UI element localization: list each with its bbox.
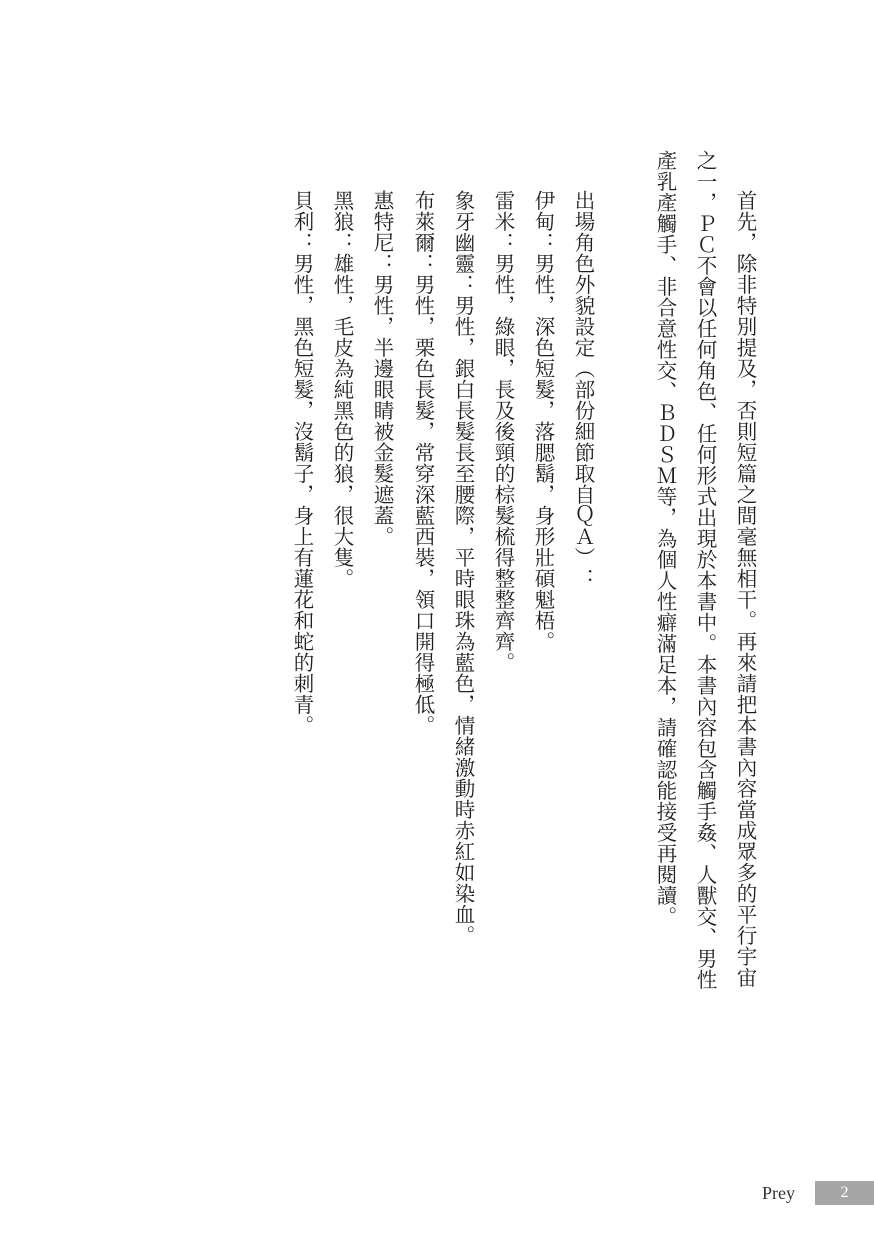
page-number-badge: 2 <box>815 1181 874 1205</box>
character-entry: 布萊爾：男性，栗色長髮，常穿深藍西裝，領口開得極低。 <box>411 190 435 736</box>
book-title: Prey <box>762 1183 795 1203</box>
intro-line-2: 之一，ＰＣ不會以任何角色、任何形式出現於本書中。本書內容包含觸手姦、人獸交、男性 <box>693 150 717 990</box>
character-entry: 黑狼：雄性，毛皮為純黑色的狼，很大隻。 <box>330 190 354 589</box>
character-entry: 惠特尼：男性，半邊眼睛被金髮遮蓋。 <box>370 190 394 547</box>
character-entry: 象牙幽靈：男性，銀白長髮長至腰際，平時眼珠為藍色，情緒激動時赤紅如染血。 <box>451 190 475 946</box>
characters-heading: 出場角色外貌設定（部份細節取自ＱＡ）： <box>571 190 595 589</box>
character-entry: 雷米：男性，綠眼，長及後頸的棕髮梳得整整齊齊。 <box>491 190 515 673</box>
intro-line-1: 首先，除非特別提及，否則短篇之間毫無相干。再來請把本書內容當成眾多的平行宇宙 <box>733 190 757 988</box>
intro-line-3: 產乳產觸手、非合意性交、ＢＤＳＭ等，為個人性癖滿足本，請確認能接受再閱讀。 <box>653 150 677 927</box>
character-entry: 貝利：男性，黑色短髮，沒鬍子，身上有蓮花和蛇的刺青。 <box>290 190 314 736</box>
character-entry: 伊甸：男性，深色短髮，落腮鬍，身形壯碩魁梧。 <box>531 190 555 652</box>
